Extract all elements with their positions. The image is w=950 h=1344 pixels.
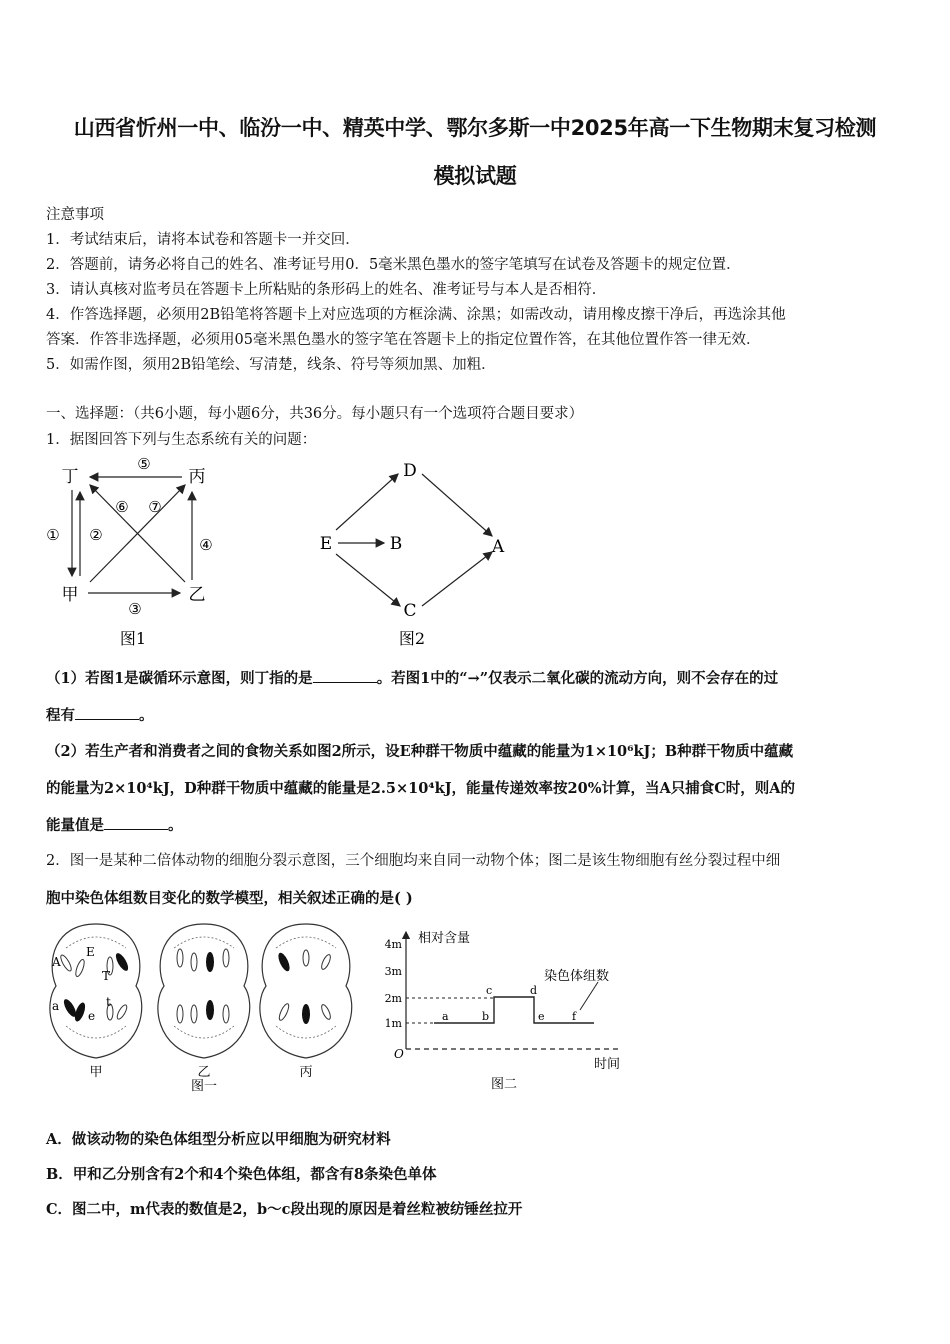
option-C[interactable]: C．图二中，m代表的数值是2，b～c段出现的原因是着丝粒被纺锤丝拉开 xyxy=(46,1201,523,1218)
q2-stem: 2．图一是某种二倍体动物的细胞分裂示意图，三个细胞均来自同一动物个体；图二是该生物细胞有丝分裂过程中细 胞中染色体组数目变化的数学模型，相关叙述正确的是( ) xyxy=(46,853,781,907)
gene-label-E: E xyxy=(86,945,95,959)
cell-label-bing: 丙 xyxy=(299,1065,313,1080)
cell-jia xyxy=(50,924,142,1080)
y-axis-label: 相对含量 xyxy=(418,931,471,946)
node-D: D xyxy=(403,461,417,481)
point-label-a: a xyxy=(442,1010,449,1023)
q1-part2: （2）若生产者和消费者之间的食物关系如图2所示，设E种群干物质中蕴藏的能量为1×10⁶kJ；B种群干物质中蕴藏 的能量为2×10⁴kJ，D种群干物质中蕴藏的能量是2.5×10⁴kJ，能量传递效率按20%计算，当A只捕食C时，则A的 能量值是 。 xyxy=(46,743,796,834)
notice-item: 4．作答选择题，必须用2B铅笔将答题卡上对应选项的方框涂满、涂黑；如需改动，请用橡皮擦干净后，再选涂其他 xyxy=(46,307,786,323)
gene-label-a: a xyxy=(52,999,60,1013)
x-axis-label: 时间 xyxy=(594,1057,621,1072)
point-label-c: c xyxy=(486,984,493,997)
arrow-label-3: ③ xyxy=(128,600,142,618)
notice-item: 答案．作答非选择题，必须用05毫米黑色墨水的签字笔在答题卡上的指定位置作答，在其他位置作答一律无效． xyxy=(46,332,761,348)
gene-label-T: T xyxy=(102,969,111,983)
figure-2-caption: 图2 xyxy=(398,629,426,648)
arrow-label-5: ⑤ xyxy=(137,455,151,473)
gene-label-t: t xyxy=(106,995,111,1009)
q1-part1: （1）若图1是碳循环示意图，则丁指的是 。若图1中的“→”仅表示二氧化碳的流动方向，则不会存在的过 程有 。 xyxy=(46,670,779,724)
arrow-label-2: ② xyxy=(89,526,103,544)
figure-one-caption: 图一 xyxy=(190,1079,218,1094)
node-yi: 乙 xyxy=(188,585,206,605)
cell-yi xyxy=(158,924,250,1080)
node-ding: 丁 xyxy=(61,467,79,487)
q1-stem: 1．据图回答下列与生态系统有关的问题： xyxy=(46,432,317,448)
arrow-label-7: ⑦ xyxy=(148,498,162,516)
point-label-e: e xyxy=(538,1010,545,1023)
page-subtitle: 模拟试题 xyxy=(433,164,517,188)
series-label: 染色体组数 xyxy=(544,969,610,984)
cell-division-figure xyxy=(44,918,364,1096)
figure-2-diagram xyxy=(312,452,522,652)
notice-item: 5．如需作图，须用2B铅笔绘、写清楚，线条、符号等须加黑、加粗． xyxy=(46,357,496,373)
node-jia: 甲 xyxy=(61,585,79,605)
node-C: C xyxy=(403,601,417,621)
node-E: E xyxy=(319,534,333,554)
y-tick-label: 3m xyxy=(384,965,402,978)
point-label-b: b xyxy=(482,1010,490,1023)
node-A: A xyxy=(491,537,505,557)
origin-label: O xyxy=(394,1047,404,1061)
cell-label-jia: 甲 xyxy=(89,1065,103,1080)
y-tick-label: 2m xyxy=(384,992,402,1005)
figure-two-caption: 图二 xyxy=(490,1077,518,1092)
notice-heading: 注意事项 xyxy=(46,207,104,223)
answer-blank[interactable] xyxy=(104,817,168,830)
figure-1-caption: 图1 xyxy=(119,629,147,648)
option-A[interactable]: A．做该动物的染色体组型分析应以甲细胞为研究材料 xyxy=(46,1131,391,1148)
node-bing: 丙 xyxy=(188,467,206,487)
option-B[interactable]: B．甲和乙分别含有2个和4个染色体组，都含有8条染色单体 xyxy=(46,1166,437,1183)
cell-bing xyxy=(260,924,352,1080)
y-tick-label: 4m xyxy=(384,938,402,951)
figure-1-diagram xyxy=(40,452,230,652)
page-title: 山西省忻州一中、临汾一中、精英中学、鄂尔多斯一中2025年高一下生物期末复习检测 xyxy=(73,116,877,140)
cell-label-yi: 乙 xyxy=(197,1065,211,1080)
point-label-f: f xyxy=(572,1010,577,1023)
y-tick-label: 1m xyxy=(384,1017,402,1030)
answer-blank[interactable] xyxy=(75,707,139,720)
arrow-label-1: ① xyxy=(46,526,60,544)
gene-label-e: e xyxy=(88,1009,96,1023)
arrow-label-4: ④ xyxy=(199,536,213,554)
answer-blank[interactable] xyxy=(313,670,377,683)
gene-label-A: A xyxy=(52,955,61,969)
arrow-label-6: ⑥ xyxy=(115,498,129,516)
point-label-d: d xyxy=(530,984,538,997)
chromosome-set-chart xyxy=(384,926,634,1096)
notice-item: 2．答题前，请务必将自己的姓名、准考证号用0．5毫米黑色墨水的签字笔填写在试卷及答题卡的规定位置． xyxy=(46,257,741,273)
node-B: B xyxy=(389,534,403,554)
notice-item: 1．考试结束后，请将本试卷和答题卡一并交回． xyxy=(46,232,360,248)
notice-item: 3．请认真核对监考员在答题卡上所粘贴的条形码上的姓名、准考证号与本人是否相符． xyxy=(46,282,607,298)
section-heading: 一、选择题：（共6小题，每小题6分，共36分。每小题只有一个选项符合题目要求） xyxy=(46,406,584,422)
series-line xyxy=(434,997,594,1023)
